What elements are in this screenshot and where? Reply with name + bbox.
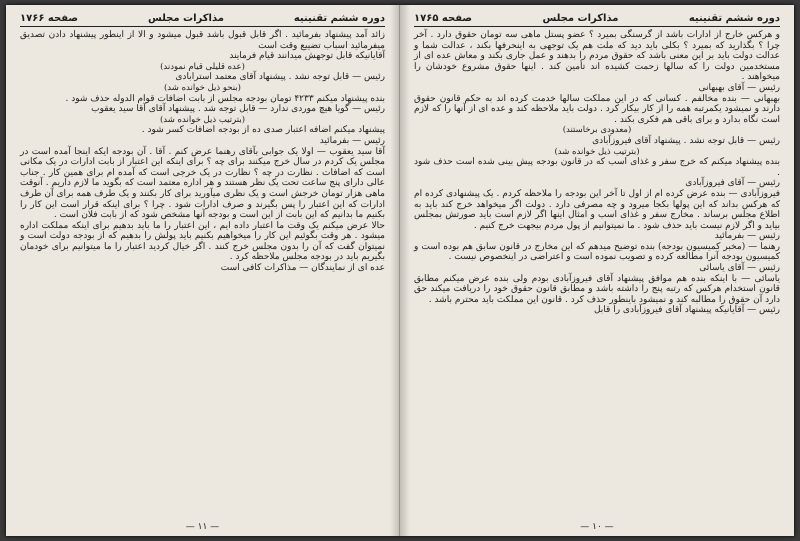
transcript-paragraph: رئیس — گویا هیچ موردی ندارد — قابل توجه شد . پیشنهاد آقای آقا سید یعقوب <box>91 104 385 115</box>
right-session-label: دوره ششم تقنینیه <box>688 13 780 24</box>
transcript-paragraph: رئیس — قابل توجه نشد . پیشنهاد آقای فیروزآبادی <box>592 135 780 146</box>
right-folio: — ۱۰ — <box>580 522 614 532</box>
transcript-paragraph: بنده پیشنهاد میکنم ۴۲۳۳ تومان بودجه مجلس از بابت اضافات قوام الدوله حذف شود . <box>65 93 385 104</box>
transcript-paragraph: حالا عرض میکنم یک وقت ما اعتبار داده ایم ، این اعتبار را ما باید بدهیم برای اینکه مملکت اداره میشود . هر وقت بگوئیم این کار را میخواهیم بکنیم باید پولش را بدهیم که از بودجه دولت است و نمیتوان گفت که آن را بدون مجلس خرج کنند . اگر خیال کردید اعتبار را ما میتوانیم برای خودمان بگیریم باید در بودجه مجلس ملاحظه کرد . <box>20 220 385 263</box>
transcript-paragraph: رهنما — (مخبر کمیسیون بودجه) بنده توضیح میدهم که این مخارج در قانون سابق هم بوده است و کمیسیون بودجه آنرا مطالعه کرده و تصویب نموده است و اعتراضی در اینخصوص نیست . <box>414 241 780 263</box>
left-header-title: مذاکرات مجلس <box>147 13 224 24</box>
transcript-paragraph: رئیس — آقای فیروزآبادی <box>685 178 780 189</box>
transcript-paragraph: یاسائی — با اینکه بنده هم موافق پیشنهاد آقای فیروزآبادی بودم ولی بنده عرض میکنم مطابق قانون استخدام هرکس که رتبه پنج را داشته باشد و مطابق قانون حقوق خود را دریافت میکند حق دارد آن حقوق را مطالبه کند و نمیشود باینطور حذف کرد . قانون این مملکت باید محترم باشد . <box>414 273 780 305</box>
procedural-note: (بترتیب ذیل خوانده شد) <box>159 114 246 125</box>
transcript-paragraph: رئیس — بفرمائید <box>319 135 385 146</box>
transcript-paragraph: رئیس — بفرمائید <box>714 231 780 242</box>
left-session-label: دوره ششم تقنینیه <box>293 13 385 24</box>
left-page-body <box>20 30 385 274</box>
transcript-paragraph: رئیس — آقایانیکه پیشنهاد آقای فیروزآبادی را قابل <box>593 305 780 316</box>
left-folio: — ۱۱ — <box>185 522 220 532</box>
transcript-paragraph: رئیس — آقای یاسائی <box>699 263 780 274</box>
transcript-paragraph: رئیس — آقای بهبهانی <box>698 82 780 93</box>
right-page <box>400 5 794 536</box>
left-page <box>6 5 400 536</box>
procedural-note: (بترتیب ذیل خوانده شد) <box>554 146 640 157</box>
right-header-title: مذاکرات مجلس <box>542 13 619 24</box>
left-page-header <box>20 13 385 27</box>
procedural-note: (معدودی برخاستند) <box>562 125 632 136</box>
transcript-paragraph: آقایانیکه قابل توجهش میدانند قیام فرمایند <box>229 51 385 62</box>
transcript-paragraph: بنده پیشنهاد میکنم که خرج سفر و غذای اسب که در قانون بودجه پیش بینی شده است حذف شود . <box>414 157 780 178</box>
procedural-note: (عده قلیلی قیام نمودند) <box>160 61 245 72</box>
book-spread <box>6 5 794 536</box>
right-page-header <box>414 13 780 27</box>
transcript-paragraph: رئیس — قابل توجه نشد . پیشنهاد آقای معتمد استرابادی <box>175 72 385 83</box>
transcript-paragraph: فیروزآبادی — بنده عرض کرده ام از اول تا آخر این بودجه را ملاحظه کردم . یک پیشنهادی کرده ام که هرکس بداند که این پولها بکجا میرود و چه مصرفی دارد . دولت اگر میخواهد خرج کند باید به اطلاع مجلس برساند . مخارج سفر و غذای اسب و امثال اینها اگر لازم است باید صورتش بمجلس بیاید و اگر لازم نیست باید حذف شود . ما نمیتوانیم از پول مردم بیجهت خرج کنیم . <box>414 188 780 231</box>
transcript-paragraph: عده ای از نمایندگان — مذاکرات کافی است <box>220 263 385 274</box>
right-page-body <box>414 30 780 316</box>
right-page-number: صفحه ۱۷۶۵ <box>414 13 473 24</box>
transcript-paragraph: پیشنهاد میکنم اضافه اعتبار صدی ده از بودجه اضافات کسر شود . <box>141 125 385 136</box>
transcript-paragraph: و هرکس خارج از ادارات باشد از گرسنگی بمیرد ؟ عضو پستل ماهی سه تومان حقوق دارد . آخر چرا ؟ بگذارید که بمیرد ؟ بکلی باید دید که ملت هم یک توجهی به اینحرفها بکند ، عدالت شما و عدالت دولت باید بر این معنی باشد که حقوق مردم را بدهند و عمل جاری بکند و معاش عده ای از مستخدمین دولت را که سالها زحمت کشیده اند تأمین کند . اینها حقوق مشروع خودشان را میخواهند . <box>414 30 780 83</box>
transcript-paragraph: بهبهانی — بنده مخالفم . کسانی که در این مملکت سالها خدمت کرده اند به حکم قانون حقوق دارند و نمیشود یکمرتبه همه را از کار بیکار کرد . دولت باید ملاحظه کند و عده ای از آنها را که لازم است نگاه بدارد و برای باقی هم فکری بکند . <box>414 93 780 125</box>
procedural-note: (بنحو ذیل خوانده شد) <box>163 82 241 93</box>
left-page-number: صفحه ۱۷۶۶ <box>20 13 79 24</box>
transcript-paragraph: زائد آمد پیشنهاد بفرمائید . اگر قابل قبول باشد قبول میشود و الا از اینطور پیشنهاد دادن تصدیق میفرمائید اسباب تضییع وقت است <box>20 30 385 51</box>
transcript-paragraph: آقا سید یعقوب — اولا یک جوابی بآقای رهنما عرض کنم . آقا . آن بودجه ایکه اینجا آمده است در مجلس یک کردم در سال خرج میکنند برای چه ؟ برای اینکه این اعتبار از بابت ادارات در یک مکانی است که اضافات . نظارت در چه ؟ نظارت در یک خرجی است که آمده ام برای همین کار . جناب عالی دارای پنج ساعت تحت یک نظر هستند و هر اداره معتمد است که بگوید ما لازم داریم . آنوقت ماهی هزار تومان خرجش است و یک نظری میآورید برای کار بکنند و یک طرف همه برای آن طرف ادارات که این اعتبار را پس بگیرند و صرف ادارات شود . چرا ؟ برای اینکه قرار است این کار را بکنیم ما بدانیم که این بابت از این است و بودجه آنها مشخص شود که از بابت فلان است . <box>20 146 385 221</box>
